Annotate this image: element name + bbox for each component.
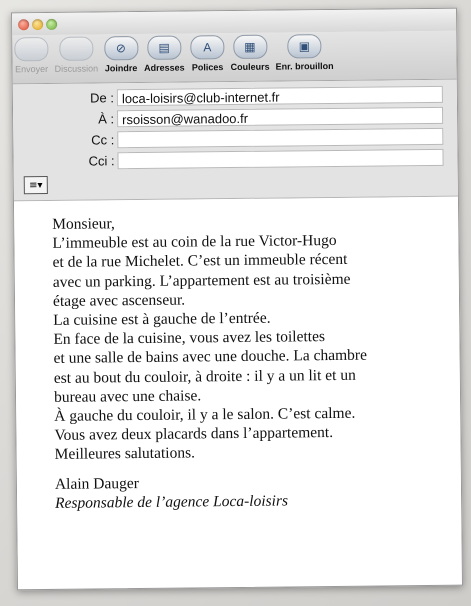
message-body[interactable]	[14, 197, 462, 556]
body-line: avec un parking. L’appartement est au troisième	[52, 270, 351, 291]
from-field[interactable]: loca-loisirs@club-internet.fr	[117, 86, 443, 106]
to-field[interactable]: rsoisson@wanadoo.fr	[117, 107, 443, 127]
cc-field[interactable]	[117, 128, 443, 148]
minimize-window-icon[interactable]	[32, 19, 43, 30]
body-line: L’immeuble est au coin de la rue Victor-Hugo	[52, 232, 337, 253]
attach-label: Joindre	[104, 63, 138, 74]
colors-button[interactable]	[230, 35, 269, 72]
body-line: Vous avez deux placards dans l’appartement.	[54, 424, 334, 445]
fonts-icon: A	[190, 35, 224, 59]
chat-button[interactable]	[54, 36, 98, 73]
chat-label: Discussion	[54, 63, 99, 74]
signature	[55, 471, 441, 513]
to-label: À :	[98, 111, 115, 127]
send-button[interactable]	[14, 37, 48, 74]
save-draft-label: Enr. brouillon	[275, 60, 334, 72]
bcc-field[interactable]	[117, 149, 443, 169]
toolbar	[12, 31, 456, 85]
send-icon	[14, 37, 48, 61]
signature-title: Responsable de l’agence Loca-loisirs	[55, 492, 289, 512]
from-label: De :	[89, 90, 114, 106]
bcc-label: Cci :	[88, 153, 115, 169]
colors-icon: ▦	[233, 35, 267, 59]
body-line: est au bout du couloir, à droite : il y a un lit et un	[53, 366, 356, 387]
fonts-label: Polices	[191, 62, 224, 73]
close-window-icon[interactable]	[18, 19, 29, 30]
body-line: En face de la cuisine, vous avez les toilettes	[53, 328, 326, 349]
save-draft-icon: ▣	[287, 34, 321, 58]
cc-label: Cc :	[91, 132, 115, 148]
format-row	[14, 168, 458, 199]
fonts-button[interactable]	[190, 35, 224, 72]
signature-name: Alain Dauger	[54, 474, 139, 493]
format-menu-button[interactable]: ≡▾	[24, 176, 48, 194]
body-line: bureau avec une chaise.	[53, 387, 202, 406]
body-line: À gauche du couloir, il y a le salon. C’est calme.	[54, 404, 356, 425]
compose-window	[11, 8, 463, 591]
attach-button[interactable]	[104, 36, 138, 73]
body-line: La cuisine est à gauche de l’entrée.	[53, 309, 271, 329]
colors-label: Couleurs	[230, 61, 270, 73]
addresses-label: Adresses	[144, 62, 185, 73]
body-line: et de la rue Michelet. C’est un immeuble récent	[52, 251, 348, 272]
body-line: étage avec ascenseur.	[52, 291, 186, 310]
chat-icon	[59, 36, 93, 60]
addresses-button[interactable]	[144, 36, 185, 73]
title-bar	[12, 9, 456, 36]
send-label: Envoyer	[15, 63, 49, 75]
body-line: Monsieur,	[52, 215, 115, 233]
body-line: et une salle de bains avec une douche. La chambre	[53, 347, 368, 368]
body-line: Meilleures salutations.	[54, 444, 196, 464]
address-book-icon: ▤	[147, 36, 181, 60]
zoom-window-icon[interactable]	[46, 19, 57, 30]
save-draft-button[interactable]	[275, 34, 333, 72]
message-headers	[13, 80, 458, 202]
paperclip-icon: ⊘	[104, 36, 138, 60]
